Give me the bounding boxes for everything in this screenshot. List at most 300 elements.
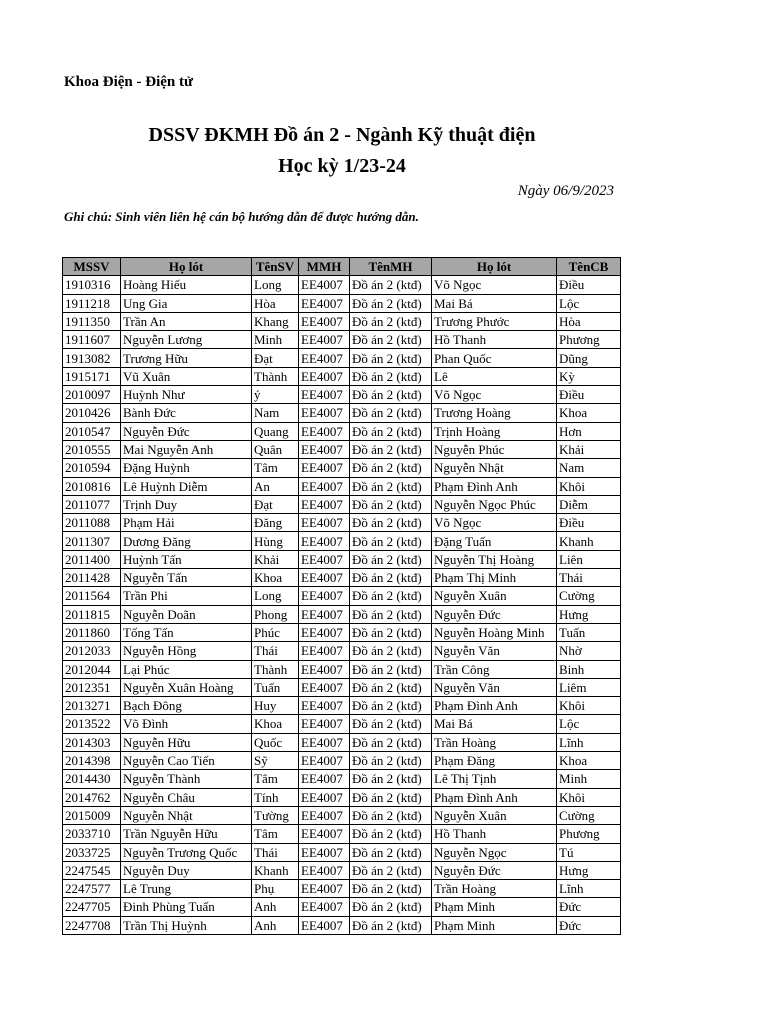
advisor-surname-cell: Trương Phước	[432, 312, 557, 330]
advisor-surname-cell: Nguyễn Đức	[432, 861, 557, 879]
course-name-cell: Đồ án 2 (ktđ)	[350, 788, 432, 806]
advisor-surname-cell: Phạm Đình Anh	[432, 477, 557, 495]
advisor-surname-cell: Mai Bá	[432, 294, 557, 312]
student-id-cell: 2247545	[63, 861, 121, 879]
student-name-cell: Long	[252, 587, 299, 605]
student-surname-cell: Trần Nguyễn Hữu	[121, 825, 252, 843]
course-name-cell: Đồ án 2 (ktđ)	[350, 477, 432, 495]
student-surname-cell: Trần Thị Huỳnh	[121, 916, 252, 934]
student-name-cell: Đạt	[252, 495, 299, 513]
student-name-cell: Quân	[252, 440, 299, 458]
course-code-cell: EE4007	[299, 550, 350, 568]
advisor-surname-cell: Phạm Minh	[432, 898, 557, 916]
table-row	[63, 806, 621, 824]
student-id-cell: 2012033	[63, 642, 121, 660]
semester-subtitle: Học kỳ 1/23-24	[278, 155, 406, 177]
student-surname-cell: Tống Tấn	[121, 623, 252, 641]
course-code-cell: EE4007	[299, 312, 350, 330]
table-row	[63, 294, 621, 312]
student-id-cell: 1911350	[63, 312, 121, 330]
course-code-cell: EE4007	[299, 898, 350, 916]
advisor-name-cell: Hưng	[557, 605, 621, 623]
student-name-cell: Phụ	[252, 880, 299, 898]
advisor-surname-cell: Nguyễn Đức	[432, 605, 557, 623]
table-row	[63, 916, 621, 934]
student-surname-cell: Nguyễn Duy	[121, 861, 252, 879]
advisor-surname-cell: Nguyễn Thị Hoàng	[432, 550, 557, 568]
course-name-cell: Đồ án 2 (ktđ)	[350, 587, 432, 605]
student-id-cell: 2011564	[63, 587, 121, 605]
course-code-cell: EE4007	[299, 733, 350, 751]
course-code-cell: EE4007	[299, 678, 350, 696]
course-name-cell: Đồ án 2 (ktđ)	[350, 367, 432, 385]
student-surname-cell: Nguyễn Xuân Hoàng	[121, 678, 252, 696]
course-code-cell: EE4007	[299, 715, 350, 733]
student-name-cell: Huy	[252, 697, 299, 715]
student-id-cell: 2247705	[63, 898, 121, 916]
course-code-cell: EE4007	[299, 532, 350, 550]
student-id-cell: 2011400	[63, 550, 121, 568]
course-name-cell: Đồ án 2 (ktđ)	[350, 569, 432, 587]
table-row	[63, 514, 621, 532]
student-surname-cell: Hoàng Hiếu	[121, 276, 252, 294]
student-name-cell: Thành	[252, 367, 299, 385]
student-id-cell: 1915171	[63, 367, 121, 385]
advisor-surname-cell: Phạm Đình Anh	[432, 788, 557, 806]
advisor-surname-cell: Lê	[432, 367, 557, 385]
student-id-cell: 1910316	[63, 276, 121, 294]
advisor-surname-cell: Hồ Thanh	[432, 331, 557, 349]
student-name-cell: Đạt	[252, 349, 299, 367]
course-name-cell: Đồ án 2 (ktđ)	[350, 422, 432, 440]
document-date: Ngày 06/9/2023	[517, 183, 614, 199]
student-id-cell: 2011077	[63, 495, 121, 513]
advisor-name-cell: Liêm	[557, 678, 621, 696]
student-name-cell: ý	[252, 386, 299, 404]
course-code-cell: EE4007	[299, 660, 350, 678]
student-surname-cell: Mai Nguyễn Anh	[121, 440, 252, 458]
table-row	[63, 550, 621, 568]
student-surname-cell: Nguyễn Châu	[121, 788, 252, 806]
student-surname-cell: Nguyễn Trương Quốc	[121, 843, 252, 861]
student-name-cell: Khanh	[252, 861, 299, 879]
student-surname-cell: Võ Đình	[121, 715, 252, 733]
course-code-cell: EE4007	[299, 623, 350, 641]
advisor-name-cell: Liên	[557, 550, 621, 568]
course-name-cell: Đồ án 2 (ktđ)	[350, 440, 432, 458]
course-code-cell: EE4007	[299, 569, 350, 587]
student-surname-cell: Dương Đăng	[121, 532, 252, 550]
advisor-name-cell: Diễm	[557, 495, 621, 513]
course-code-cell: EE4007	[299, 916, 350, 934]
student-id-cell: 2014430	[63, 770, 121, 788]
student-surname-cell: Nguyễn Thành	[121, 770, 252, 788]
course-name-cell: Đồ án 2 (ktđ)	[350, 898, 432, 916]
course-name-cell: Đồ án 2 (ktđ)	[350, 532, 432, 550]
course-code-cell: EE4007	[299, 843, 350, 861]
student-surname-cell: Trịnh Duy	[121, 495, 252, 513]
advisor-name-cell: Khôi	[557, 697, 621, 715]
advisor-name-cell: Lĩnh	[557, 880, 621, 898]
course-name-cell: Đồ án 2 (ktđ)	[350, 495, 432, 513]
student-id-cell: 2011860	[63, 623, 121, 641]
student-name-cell: Quốc	[252, 733, 299, 751]
advisor-name-cell: Khanh	[557, 532, 621, 550]
student-name-cell: Khoa	[252, 715, 299, 733]
student-name-cell: Tâm	[252, 459, 299, 477]
student-surname-cell: Bành Đức	[121, 404, 252, 422]
advisor-surname-cell: Võ Ngọc	[432, 386, 557, 404]
advisor-surname-cell: Phạm Đăng	[432, 752, 557, 770]
advisor-surname-cell: Nguyễn Nhật	[432, 459, 557, 477]
student-surname-cell: Nguyễn Tấn	[121, 569, 252, 587]
advisor-surname-cell: Đặng Tuấn	[432, 532, 557, 550]
advisor-name-cell: Dũng	[557, 349, 621, 367]
student-surname-cell: Trương Hữu	[121, 349, 252, 367]
table-row	[63, 495, 621, 513]
student-name-cell: Đăng	[252, 514, 299, 532]
student-name-cell: Khang	[252, 312, 299, 330]
column-header-mssv: MSSV	[63, 258, 121, 276]
table-row	[63, 660, 621, 678]
course-code-cell: EE4007	[299, 386, 350, 404]
table-row	[63, 715, 621, 733]
advisor-name-cell: Nam	[557, 459, 621, 477]
student-name-cell: Phúc	[252, 623, 299, 641]
course-name-cell: Đồ án 2 (ktđ)	[350, 386, 432, 404]
advisor-name-cell: Phương	[557, 825, 621, 843]
course-name-cell: Đồ án 2 (ktđ)	[350, 733, 432, 751]
student-name-cell: Thành	[252, 660, 299, 678]
student-id-cell: 2014762	[63, 788, 121, 806]
student-id-cell: 2015009	[63, 806, 121, 824]
advisor-surname-cell: Trịnh Hoàng	[432, 422, 557, 440]
course-code-cell: EE4007	[299, 861, 350, 879]
column-header-course-name: TênMH	[350, 258, 432, 276]
advisor-name-cell: Lộc	[557, 715, 621, 733]
course-code-cell: EE4007	[299, 697, 350, 715]
course-code-cell: EE4007	[299, 495, 350, 513]
course-code-cell: EE4007	[299, 422, 350, 440]
student-name-cell: Nam	[252, 404, 299, 422]
table-row	[63, 898, 621, 916]
table-row	[63, 312, 621, 330]
advisor-name-cell: Cường	[557, 587, 621, 605]
student-name-cell: Sỹ	[252, 752, 299, 770]
course-code-cell: EE4007	[299, 770, 350, 788]
advisor-name-cell: Phương	[557, 331, 621, 349]
advisor-surname-cell: Trần Hoàng	[432, 733, 557, 751]
advisor-name-cell: Khôi	[557, 477, 621, 495]
course-code-cell: EE4007	[299, 788, 350, 806]
student-name-cell: Anh	[252, 898, 299, 916]
table-row	[63, 440, 621, 458]
table-row	[63, 404, 621, 422]
course-name-cell: Đồ án 2 (ktđ)	[350, 861, 432, 879]
course-name-cell: Đồ án 2 (ktđ)	[350, 312, 432, 330]
course-name-cell: Đồ án 2 (ktđ)	[350, 806, 432, 824]
table-row	[63, 843, 621, 861]
student-id-cell: 2010555	[63, 440, 121, 458]
advisor-surname-cell: Trần Hoàng	[432, 880, 557, 898]
table-row	[63, 752, 621, 770]
advisor-surname-cell: Nguyễn Hoàng Minh	[432, 623, 557, 641]
course-name-cell: Đồ án 2 (ktđ)	[350, 825, 432, 843]
course-code-cell: EE4007	[299, 331, 350, 349]
table-row	[63, 697, 621, 715]
student-name-cell: Thái	[252, 843, 299, 861]
course-name-cell: Đồ án 2 (ktđ)	[350, 550, 432, 568]
table-row	[63, 770, 621, 788]
course-code-cell: EE4007	[299, 605, 350, 623]
course-name-cell: Đồ án 2 (ktđ)	[350, 276, 432, 294]
student-surname-cell: Vũ Xuân	[121, 367, 252, 385]
document-note: Ghi chú: Sinh viên liên hệ cán bộ hướng dẫn để được hướng dẫn.	[64, 209, 419, 224]
table-header-row	[63, 258, 621, 276]
advisor-name-cell: Tuấn	[557, 623, 621, 641]
advisor-name-cell: Điều	[557, 386, 621, 404]
course-name-cell: Đồ án 2 (ktđ)	[350, 642, 432, 660]
course-name-cell: Đồ án 2 (ktđ)	[350, 349, 432, 367]
course-code-cell: EE4007	[299, 440, 350, 458]
advisor-surname-cell: Nguyễn Ngọc	[432, 843, 557, 861]
table-row	[63, 678, 621, 696]
student-id-cell: 2013522	[63, 715, 121, 733]
student-surname-cell: Nguyễn Hữu	[121, 733, 252, 751]
advisor-surname-cell: Võ Ngọc	[432, 276, 557, 294]
advisor-surname-cell: Nguyễn Văn	[432, 642, 557, 660]
advisor-surname-cell: Mai Bá	[432, 715, 557, 733]
student-roster-table	[62, 257, 621, 935]
course-code-cell: EE4007	[299, 642, 350, 660]
student-surname-cell: Trần An	[121, 312, 252, 330]
advisor-name-cell: Cường	[557, 806, 621, 824]
table-row	[63, 367, 621, 385]
course-name-cell: Đồ án 2 (ktđ)	[350, 678, 432, 696]
student-surname-cell: Nguyễn Nhật	[121, 806, 252, 824]
advisor-surname-cell: Nguyễn Xuân	[432, 587, 557, 605]
student-surname-cell: Lê Trung	[121, 880, 252, 898]
table-row	[63, 331, 621, 349]
student-id-cell: 2011815	[63, 605, 121, 623]
student-name-cell: Hòa	[252, 294, 299, 312]
student-name-cell: Hùng	[252, 532, 299, 550]
student-id-cell: 2013271	[63, 697, 121, 715]
course-code-cell: EE4007	[299, 459, 350, 477]
table-row	[63, 642, 621, 660]
advisor-name-cell: Kỳ	[557, 367, 621, 385]
course-name-cell: Đồ án 2 (ktđ)	[350, 331, 432, 349]
course-code-cell: EE4007	[299, 477, 350, 495]
advisor-surname-cell: Nguyễn Phúc	[432, 440, 557, 458]
student-name-cell: Long	[252, 276, 299, 294]
table-row	[63, 587, 621, 605]
column-header-course-code: MMH	[299, 258, 350, 276]
table-row	[63, 825, 621, 843]
column-header-student-surname: Họ lót	[121, 258, 252, 276]
course-code-cell: EE4007	[299, 825, 350, 843]
student-surname-cell: Nguyễn Đức	[121, 422, 252, 440]
student-id-cell: 1911607	[63, 331, 121, 349]
course-code-cell: EE4007	[299, 404, 350, 422]
student-name-cell: Minh	[252, 331, 299, 349]
student-surname-cell: Đinh Phùng Tuấn	[121, 898, 252, 916]
student-id-cell: 2014303	[63, 733, 121, 751]
table-row	[63, 386, 621, 404]
table-row	[63, 276, 621, 294]
course-name-cell: Đồ án 2 (ktđ)	[350, 752, 432, 770]
student-surname-cell: Đặng Huỳnh	[121, 459, 252, 477]
course-code-cell: EE4007	[299, 806, 350, 824]
course-code-cell: EE4007	[299, 880, 350, 898]
document-title: DSSV ĐKMH Đồ án 2 - Ngành Kỹ thuật điện	[148, 124, 536, 146]
student-name-cell: Tâm	[252, 825, 299, 843]
table-row	[63, 788, 621, 806]
student-surname-cell: Phạm Hải	[121, 514, 252, 532]
student-name-cell: Tuấn	[252, 678, 299, 696]
advisor-name-cell: Nhờ	[557, 642, 621, 660]
course-code-cell: EE4007	[299, 514, 350, 532]
student-surname-cell: Nguyễn Lương	[121, 331, 252, 349]
advisor-name-cell: Đức	[557, 898, 621, 916]
advisor-name-cell: Lĩnh	[557, 733, 621, 751]
advisor-surname-cell: Nguyễn Văn	[432, 678, 557, 696]
student-surname-cell: Lê Huỳnh Diễm	[121, 477, 252, 495]
student-id-cell: 2011307	[63, 532, 121, 550]
table-row	[63, 880, 621, 898]
student-name-cell: Tính	[252, 788, 299, 806]
column-header-advisor-surname: Họ lót	[432, 258, 557, 276]
course-name-cell: Đồ án 2 (ktđ)	[350, 605, 432, 623]
advisor-surname-cell: Nguyễn Xuân	[432, 806, 557, 824]
course-name-cell: Đồ án 2 (ktđ)	[350, 660, 432, 678]
table-row	[63, 532, 621, 550]
advisor-surname-cell: Phạm Đình Anh	[432, 697, 557, 715]
course-name-cell: Đồ án 2 (ktđ)	[350, 514, 432, 532]
advisor-surname-cell: Phạm Minh	[432, 916, 557, 934]
student-name-cell: Thái	[252, 642, 299, 660]
student-name-cell: Quang	[252, 422, 299, 440]
table-row	[63, 605, 621, 623]
student-name-cell: Khoa	[252, 569, 299, 587]
student-id-cell: 2010426	[63, 404, 121, 422]
advisor-surname-cell: Phạm Thị Minh	[432, 569, 557, 587]
student-id-cell: 2010816	[63, 477, 121, 495]
student-surname-cell: Nguyễn Cao Tiến	[121, 752, 252, 770]
column-header-advisor-name: TênCB	[557, 258, 621, 276]
student-name-cell: Phong	[252, 605, 299, 623]
advisor-name-cell: Đức	[557, 916, 621, 934]
advisor-name-cell: Hưng	[557, 861, 621, 879]
table-row	[63, 623, 621, 641]
advisor-name-cell: Hơn	[557, 422, 621, 440]
advisor-name-cell: Binh	[557, 660, 621, 678]
student-surname-cell: Huỳnh Tấn	[121, 550, 252, 568]
student-id-cell: 2247577	[63, 880, 121, 898]
course-name-cell: Đồ án 2 (ktđ)	[350, 843, 432, 861]
course-name-cell: Đồ án 2 (ktđ)	[350, 770, 432, 788]
student-id-cell: 2010594	[63, 459, 121, 477]
advisor-surname-cell: Phan Quốc	[432, 349, 557, 367]
student-id-cell: 2011428	[63, 569, 121, 587]
advisor-surname-cell: Nguyễn Ngọc Phúc	[432, 495, 557, 513]
student-id-cell: 2011088	[63, 514, 121, 532]
student-surname-cell: Nguyễn Doãn	[121, 605, 252, 623]
advisor-name-cell: Hòa	[557, 312, 621, 330]
course-name-cell: Đồ án 2 (ktđ)	[350, 294, 432, 312]
course-name-cell: Đồ án 2 (ktđ)	[350, 623, 432, 641]
course-code-cell: EE4007	[299, 294, 350, 312]
student-surname-cell: Trần Phi	[121, 587, 252, 605]
table-body	[63, 276, 621, 935]
course-code-cell: EE4007	[299, 752, 350, 770]
student-id-cell: 2247708	[63, 916, 121, 934]
course-name-cell: Đồ án 2 (ktđ)	[350, 880, 432, 898]
course-name-cell: Đồ án 2 (ktđ)	[350, 404, 432, 422]
student-surname-cell: Huỳnh Như	[121, 386, 252, 404]
advisor-name-cell: Khôi	[557, 788, 621, 806]
student-id-cell: 2033710	[63, 825, 121, 843]
course-code-cell: EE4007	[299, 367, 350, 385]
table-row	[63, 422, 621, 440]
student-surname-cell: Bạch Đông	[121, 697, 252, 715]
table-row	[63, 569, 621, 587]
student-id-cell: 1913082	[63, 349, 121, 367]
advisor-name-cell: Điều	[557, 514, 621, 532]
table-row	[63, 861, 621, 879]
student-surname-cell: Lại Phúc	[121, 660, 252, 678]
advisor-surname-cell: Trần Công	[432, 660, 557, 678]
student-id-cell: 2012351	[63, 678, 121, 696]
course-name-cell: Đồ án 2 (ktđ)	[350, 459, 432, 477]
student-id-cell: 2033725	[63, 843, 121, 861]
student-id-cell: 2014398	[63, 752, 121, 770]
student-name-cell: Tường	[252, 806, 299, 824]
table-row	[63, 477, 621, 495]
table-row	[63, 459, 621, 477]
course-name-cell: Đồ án 2 (ktđ)	[350, 697, 432, 715]
advisor-name-cell: Lộc	[557, 294, 621, 312]
advisor-surname-cell: Hồ Thanh	[432, 825, 557, 843]
department-name: Khoa Điện - Điện tử	[64, 74, 194, 90]
advisor-surname-cell: Lê Thị Tịnh	[432, 770, 557, 788]
course-code-cell: EE4007	[299, 349, 350, 367]
student-id-cell: 1911218	[63, 294, 121, 312]
course-name-cell: Đồ án 2 (ktđ)	[350, 916, 432, 934]
advisor-surname-cell: Trương Hoàng	[432, 404, 557, 422]
student-surname-cell: Nguyễn Hồng	[121, 642, 252, 660]
advisor-name-cell: Khoa	[557, 752, 621, 770]
course-name-cell: Đồ án 2 (ktđ)	[350, 715, 432, 733]
advisor-name-cell: Tú	[557, 843, 621, 861]
advisor-name-cell: Điều	[557, 276, 621, 294]
student-name-cell: Anh	[252, 916, 299, 934]
advisor-name-cell: Khoa	[557, 404, 621, 422]
advisor-name-cell: Minh	[557, 770, 621, 788]
column-header-student-name: TênSV	[252, 258, 299, 276]
table-row	[63, 733, 621, 751]
student-id-cell: 2012044	[63, 660, 121, 678]
table-row	[63, 349, 621, 367]
student-id-cell: 2010097	[63, 386, 121, 404]
course-code-cell: EE4007	[299, 276, 350, 294]
course-code-cell: EE4007	[299, 587, 350, 605]
student-name-cell: Khải	[252, 550, 299, 568]
advisor-surname-cell: Võ Ngọc	[432, 514, 557, 532]
advisor-name-cell: Khải	[557, 440, 621, 458]
advisor-name-cell: Thái	[557, 569, 621, 587]
student-name-cell: Tâm	[252, 770, 299, 788]
